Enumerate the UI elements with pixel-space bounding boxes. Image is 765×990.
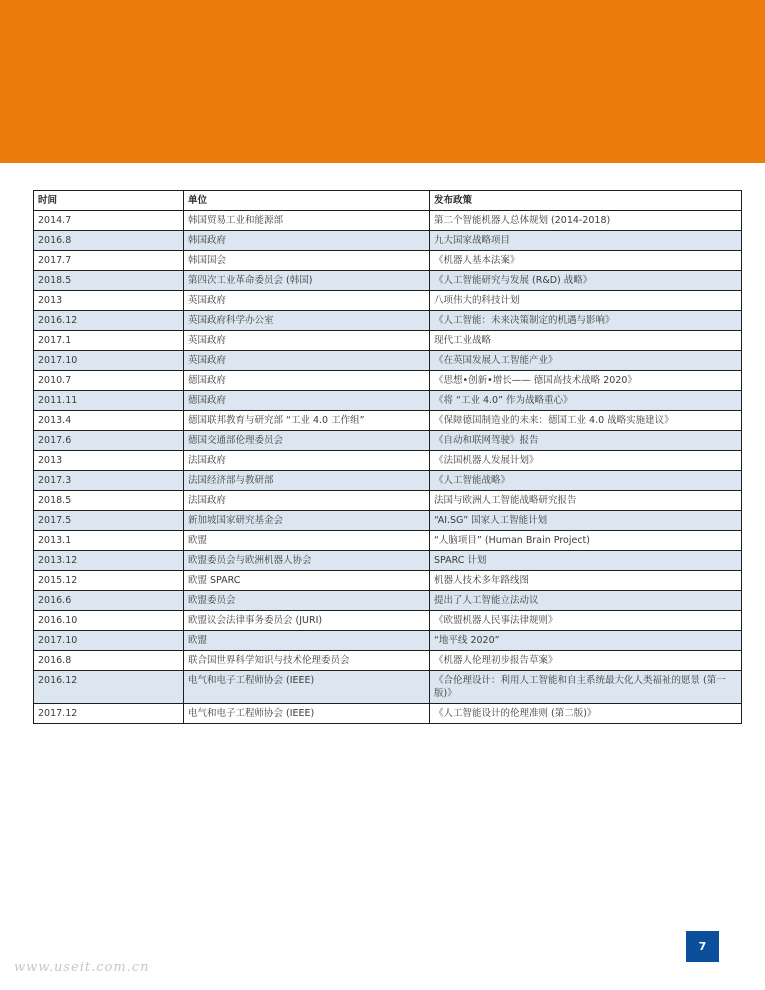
cell-policy: 《人工智能：未来决策制定的机遇与影响》 — [430, 311, 742, 331]
policy-table — [33, 190, 742, 724]
table-row — [34, 551, 742, 571]
cell-time: 2014.7 — [34, 211, 184, 231]
cell-time: 2016.8 — [34, 231, 184, 251]
cell-time: 2017.10 — [34, 631, 184, 651]
cell-policy: SPARC 计划 — [430, 551, 742, 571]
table-row — [34, 351, 742, 371]
table-row — [34, 591, 742, 611]
cell-policy: “人脑项目” (Human Brain Project) — [430, 531, 742, 551]
cell-policy: 《思想•创新•增长—— 德国高技术战略 2020》 — [430, 371, 742, 391]
cell-policy: 现代工业战略 — [430, 331, 742, 351]
table-row — [34, 311, 742, 331]
table-row — [34, 471, 742, 491]
header-banner — [0, 0, 765, 163]
table-row — [34, 411, 742, 431]
cell-policy: 机器人技术多年路线图 — [430, 571, 742, 591]
cell-organization: 电气和电子工程师协会 (IEEE) — [184, 671, 430, 704]
cell-organization: 英国政府 — [184, 291, 430, 311]
column-header-policy: 发布政策 — [430, 191, 742, 211]
cell-policy: “AI.SG” 国家人工智能计划 — [430, 511, 742, 531]
table-row — [34, 431, 742, 451]
table-row — [34, 391, 742, 411]
cell-time: 2017.6 — [34, 431, 184, 451]
cell-time: 2016.10 — [34, 611, 184, 631]
table-row — [34, 211, 742, 231]
cell-policy: 法国与欧洲人工智能战略研究报告 — [430, 491, 742, 511]
cell-time: 2016.12 — [34, 671, 184, 704]
cell-organization: 英国政府 — [184, 351, 430, 371]
cell-time: 2011.11 — [34, 391, 184, 411]
cell-organization: 英国政府科学办公室 — [184, 311, 430, 331]
cell-policy: 《将 “工业 4.0” 作为战略重心》 — [430, 391, 742, 411]
cell-policy: 八项伟大的科技计划 — [430, 291, 742, 311]
cell-time: 2010.7 — [34, 371, 184, 391]
cell-policy: 《机器人基本法案》 — [430, 251, 742, 271]
table-row — [34, 451, 742, 471]
table-row — [34, 331, 742, 351]
cell-time: 2017.5 — [34, 511, 184, 531]
cell-time: 2017.10 — [34, 351, 184, 371]
cell-organization: 欧盟委员会与欧洲机器人协会 — [184, 551, 430, 571]
cell-policy: 《机器人伦理初步报告草案》 — [430, 651, 742, 671]
cell-organization: 韩国国会 — [184, 251, 430, 271]
table-body — [34, 211, 742, 724]
cell-organization: 欧盟委员会 — [184, 591, 430, 611]
cell-policy: 《欧盟机器人民事法律规则》 — [430, 611, 742, 631]
cell-policy: 《在英国发展人工智能产业》 — [430, 351, 742, 371]
page-number: 7 — [686, 931, 719, 962]
cell-organization: 韩国贸易工业和能源部 — [184, 211, 430, 231]
cell-time: 2017.7 — [34, 251, 184, 271]
cell-organization: 欧盟议会法律事务委员会 (JURI) — [184, 611, 430, 631]
cell-time: 2013.4 — [34, 411, 184, 431]
cell-organization: 第四次工业革命委员会 (韩国) — [184, 271, 430, 291]
cell-organization: 德国联邦教育与研究部 “工业 4.0 工作组” — [184, 411, 430, 431]
cell-time: 2015.12 — [34, 571, 184, 591]
cell-time: 2016.12 — [34, 311, 184, 331]
table-row — [34, 291, 742, 311]
cell-policy: 《保障德国制造业的未来：德国工业 4.0 战略实施建议》 — [430, 411, 742, 431]
table-row — [34, 671, 742, 704]
cell-time: 2013.12 — [34, 551, 184, 571]
cell-organization: 欧盟 — [184, 531, 430, 551]
cell-organization: 韩国政府 — [184, 231, 430, 251]
cell-time: 2017.3 — [34, 471, 184, 491]
table-row — [34, 491, 742, 511]
cell-time: 2018.5 — [34, 491, 184, 511]
cell-policy: “地平线 2020” — [430, 631, 742, 651]
cell-organization: 联合国世界科学知识与技术伦理委员会 — [184, 651, 430, 671]
cell-organization: 德国政府 — [184, 391, 430, 411]
cell-policy: 《人工智能设计的伦理准则 (第二版)》 — [430, 704, 742, 724]
cell-time: 2018.5 — [34, 271, 184, 291]
table-row — [34, 251, 742, 271]
cell-policy: 《人工智能研究与发展 (R&D) 战略》 — [430, 271, 742, 291]
column-header-time: 时间 — [34, 191, 184, 211]
cell-organization: 德国交通部伦理委员会 — [184, 431, 430, 451]
watermark: www.useit.com.cn — [14, 960, 150, 975]
table-header-row — [34, 191, 742, 211]
cell-organization: 电气和电子工程师协会 (IEEE) — [184, 704, 430, 724]
table-row — [34, 371, 742, 391]
cell-organization: 新加坡国家研究基金会 — [184, 511, 430, 531]
cell-policy: 《合伦理设计：利用人工智能和自主系统最大化人类福祉的愿景 (第一版)》 — [430, 671, 742, 704]
cell-policy: 《法国机器人发展计划》 — [430, 451, 742, 471]
table-row — [34, 271, 742, 291]
cell-organization: 欧盟 SPARC — [184, 571, 430, 591]
table-row — [34, 231, 742, 251]
cell-organization: 法国政府 — [184, 451, 430, 471]
cell-organization: 法国政府 — [184, 491, 430, 511]
column-header-organization: 单位 — [184, 191, 430, 211]
cell-organization: 英国政府 — [184, 331, 430, 351]
table-row — [34, 651, 742, 671]
table-row — [34, 611, 742, 631]
cell-organization: 欧盟 — [184, 631, 430, 651]
cell-organization: 法国经济部与教研部 — [184, 471, 430, 491]
cell-policy: 九大国家战略项目 — [430, 231, 742, 251]
table-row — [34, 511, 742, 531]
cell-time: 2017.1 — [34, 331, 184, 351]
cell-policy: 提出了人工智能立法动议 — [430, 591, 742, 611]
table-row — [34, 704, 742, 724]
cell-time: 2013 — [34, 291, 184, 311]
table-row — [34, 631, 742, 651]
cell-policy: 《自动和联网驾驶》报告 — [430, 431, 742, 451]
cell-time: 2016.8 — [34, 651, 184, 671]
table-row — [34, 571, 742, 591]
cell-organization: 德国政府 — [184, 371, 430, 391]
cell-time: 2013 — [34, 451, 184, 471]
table-row — [34, 531, 742, 551]
cell-time: 2017.12 — [34, 704, 184, 724]
cell-policy: 《人工智能战略》 — [430, 471, 742, 491]
cell-policy: 第二个智能机器人总体规划 (2014-2018) — [430, 211, 742, 231]
cell-time: 2016.6 — [34, 591, 184, 611]
cell-time: 2013.1 — [34, 531, 184, 551]
